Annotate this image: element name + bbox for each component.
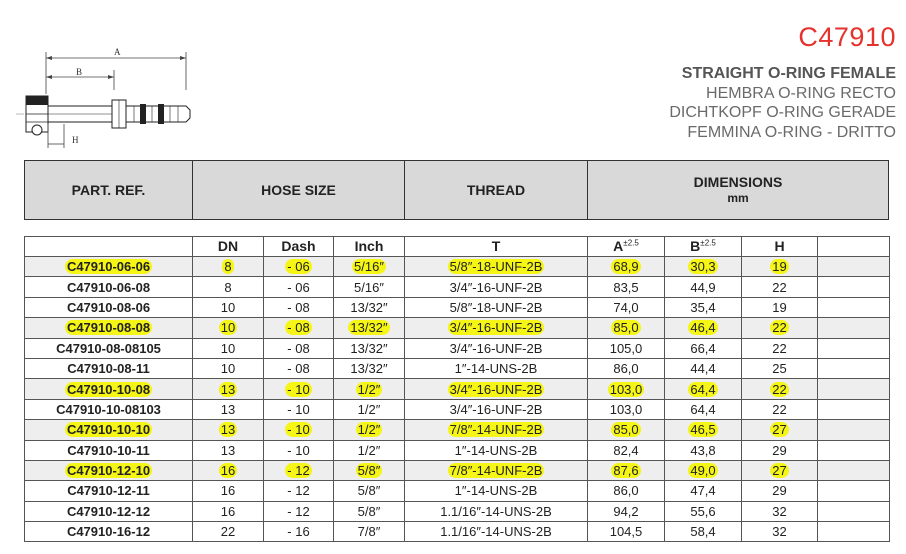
cell-a-value: 74,0: [613, 299, 639, 315]
cell-dn-value: 10: [220, 340, 236, 356]
cell-extra: [818, 318, 890, 338]
cell-extra: [818, 420, 890, 440]
cell-inch-value: 1/2″: [357, 442, 381, 458]
cell-thread-value: 7/8″-14-UNF-2B: [449, 422, 543, 438]
cell-h-value: 22: [772, 279, 787, 295]
cell-dn: [193, 460, 264, 480]
dim-a-label: A: [114, 47, 121, 57]
parts-table-body: [25, 237, 890, 542]
cell-h: [742, 297, 818, 317]
cell-h: [742, 257, 818, 277]
cell-dash-value: - 10: [287, 442, 310, 458]
cell-dash: [264, 481, 334, 501]
cell-b-value: 66,4: [690, 340, 716, 356]
cell-ref-value: C47910-12-10: [66, 463, 151, 479]
cell-b-value: 35,4: [690, 299, 716, 315]
cell-ref-value: C47910-06-06: [66, 259, 151, 275]
table-row: [25, 501, 890, 521]
cell-inch: [334, 358, 405, 378]
cell-a-value: 105,0: [609, 340, 643, 356]
cell-ref: [25, 379, 193, 399]
cell-b: [665, 460, 742, 480]
cell-ref: [25, 420, 193, 440]
cell-thread: [405, 318, 588, 338]
cell-thread-value: 5/8″-18-UNF-2B: [449, 259, 543, 275]
hose-size-header: HOSE SIZE: [193, 161, 405, 219]
dimensions-label: DIMENSIONS: [693, 174, 783, 190]
cell-a: [588, 379, 665, 399]
col-part-ref: [25, 237, 193, 257]
cell-h: [742, 420, 818, 440]
cell-extra: [818, 338, 890, 358]
cell-ref: [25, 399, 193, 419]
cell-a-value: 86,0: [613, 483, 639, 499]
description-it: FEMMINA O-RING - DRITTO: [687, 123, 896, 141]
cell-inch: [334, 522, 405, 542]
cell-thread-value: 1″-14-UNS-2B: [454, 361, 538, 377]
cell-extra: [818, 481, 890, 501]
col-dn: DN: [193, 237, 264, 257]
cell-dn-value: 22: [220, 524, 236, 540]
cell-a: [588, 481, 665, 501]
cell-dn-value: 13: [220, 422, 236, 438]
cell-h-value: 29: [772, 483, 787, 499]
cell-dash: [264, 338, 334, 358]
cell-a-value: 83,5: [613, 279, 639, 295]
cell-h: [742, 481, 818, 501]
cell-inch: [334, 277, 405, 297]
cell-inch-value: 5/8″: [357, 463, 381, 479]
col-dash: Dash: [264, 237, 334, 257]
cell-dn-value: 8: [224, 259, 232, 275]
cell-thread: [405, 379, 588, 399]
cell-b: [665, 338, 742, 358]
cell-ref-value: C47910-08-06: [66, 299, 151, 315]
cell-inch-value: 13/32″: [350, 340, 388, 356]
cell-dn-value: 8: [224, 279, 232, 295]
table-row: [25, 522, 890, 542]
table-row: [25, 277, 890, 297]
cell-a: [588, 318, 665, 338]
dim-h-label: H: [72, 135, 79, 145]
cell-extra: [818, 277, 890, 297]
cell-h: [742, 522, 818, 542]
table-header-band: [24, 160, 889, 220]
cell-dash-value: - 12: [287, 483, 310, 499]
cell-thread-value: 1″-14-UNS-2B: [454, 442, 538, 458]
cell-inch: [334, 501, 405, 521]
cell-extra: [818, 501, 890, 521]
cell-dash-value: - 16: [287, 524, 310, 540]
cell-dn: [193, 338, 264, 358]
cell-dn: [193, 399, 264, 419]
cell-h-value: 25: [772, 361, 787, 377]
cell-a-value: 85,0: [613, 320, 639, 336]
cell-dash-value: - 12: [287, 503, 310, 519]
cell-thread-value: 1.1/16″-14-UNS-2B: [440, 503, 552, 519]
cell-dn-value: 10: [220, 361, 236, 377]
cell-h-value: 19: [772, 259, 787, 275]
cell-b: [665, 420, 742, 440]
col-b-label: B: [690, 238, 701, 254]
cell-a-value: 94,2: [613, 503, 639, 519]
cell-dn-value: 13: [220, 442, 236, 458]
cell-inch: [334, 318, 405, 338]
cell-thread-value: 1″-14-UNS-2B: [454, 483, 538, 499]
cell-dash: [264, 379, 334, 399]
cell-thread: [405, 481, 588, 501]
col-a-label: A: [613, 238, 624, 254]
cell-ref-value: C47910-12-11: [67, 483, 150, 499]
cell-inch-value: 1/2″: [357, 381, 381, 397]
cell-dn-value: 10: [220, 320, 236, 336]
cell-b: [665, 297, 742, 317]
cell-dn: [193, 501, 264, 521]
col-b-tolerance: ±2.5: [700, 238, 716, 248]
cell-h: [742, 501, 818, 521]
table-row: [25, 379, 890, 399]
cell-b-value: 44,9: [690, 279, 716, 295]
cell-b-value: 30,3: [690, 259, 716, 275]
cell-dash-value: - 10: [287, 422, 310, 438]
cell-extra: [818, 358, 890, 378]
cell-b: [665, 379, 742, 399]
cell-ref-value: C47910-08-08: [66, 320, 151, 336]
cell-extra: [818, 379, 890, 399]
cell-extra: [818, 460, 890, 480]
cell-inch-value: 5/16″: [354, 259, 384, 275]
cell-inch: [334, 379, 405, 399]
cell-h-value: 32: [772, 503, 787, 519]
cell-dash: [264, 501, 334, 521]
cell-dn-value: 13: [220, 401, 236, 417]
cell-ref-value: C47910-16-12: [66, 524, 151, 540]
dimensions-unit: mm: [727, 191, 749, 205]
cell-dn: [193, 440, 264, 460]
cell-b: [665, 481, 742, 501]
cell-inch: [334, 460, 405, 480]
cell-thread-value: 3/4″-16-UNF-2B: [449, 340, 543, 356]
table-row: [25, 460, 890, 480]
cell-a: [588, 501, 665, 521]
cell-ref: [25, 460, 193, 480]
col-extra: [818, 237, 890, 257]
cell-ref-value: C47910-10-11: [67, 442, 150, 458]
cell-inch: [334, 257, 405, 277]
cell-h-value: 27: [772, 422, 787, 438]
description-en: STRAIGHT O-RING FEMALE: [681, 65, 896, 82]
cell-inch-value: 5/8″: [357, 503, 381, 519]
cell-dash: [264, 297, 334, 317]
cell-dn: [193, 257, 264, 277]
cell-b-value: 46,4: [690, 320, 716, 336]
cell-dn: [193, 277, 264, 297]
cell-a-value: 103,0: [609, 401, 643, 417]
cell-dash-value: - 08: [287, 320, 310, 336]
cell-a-value: 85,0: [613, 422, 639, 438]
cell-h-value: 22: [772, 381, 787, 397]
col-a: [588, 237, 665, 257]
cell-h: [742, 399, 818, 419]
cell-a: [588, 257, 665, 277]
cell-b: [665, 257, 742, 277]
cell-thread-value: 1.1/16″-14-UNS-2B: [440, 524, 552, 540]
table-row: [25, 399, 890, 419]
cell-dash: [264, 358, 334, 378]
table-row: [25, 420, 890, 440]
cell-a: [588, 522, 665, 542]
col-t: T: [405, 237, 588, 257]
description-es: HEMBRA O-RING RECTO: [706, 84, 896, 102]
cell-extra: [818, 297, 890, 317]
cell-inch-value: 7/8″: [357, 524, 381, 540]
cell-dash: [264, 440, 334, 460]
cell-h: [742, 440, 818, 460]
cell-ref: [25, 481, 193, 501]
cell-ref: [25, 522, 193, 542]
cell-extra: [818, 399, 890, 419]
col-b: [665, 237, 742, 257]
cell-h: [742, 318, 818, 338]
dim-b-label: B: [76, 67, 83, 77]
cell-thread-value: 3/4″-16-UNF-2B: [449, 320, 543, 336]
cell-b-value: 47,4: [690, 483, 716, 499]
cell-a: [588, 338, 665, 358]
cell-thread-value: 3/4″-16-UNF-2B: [449, 401, 543, 417]
cell-ref-value: C47910-08-11: [67, 361, 150, 377]
table-row: [25, 481, 890, 501]
cell-dash-value: - 08: [287, 340, 310, 356]
dimensions-header: [588, 161, 888, 219]
cell-a: [588, 460, 665, 480]
cell-dn: [193, 420, 264, 440]
cell-ref: [25, 318, 193, 338]
cell-h-value: 22: [772, 401, 787, 417]
cell-dn-value: 16: [220, 503, 236, 519]
cell-a: [588, 440, 665, 460]
table-row: [25, 358, 890, 378]
part-ref-header: PART. REF.: [25, 161, 193, 219]
cell-b: [665, 522, 742, 542]
cell-thread: [405, 358, 588, 378]
cell-inch-value: 5/8″: [357, 483, 381, 499]
table-row: [25, 257, 890, 277]
cell-dash: [264, 399, 334, 419]
table-row: [25, 440, 890, 460]
cell-dn: [193, 522, 264, 542]
cell-ref: [25, 501, 193, 521]
cell-thread: [405, 501, 588, 521]
cell-a-value: 104,5: [609, 524, 643, 540]
table-row: [25, 297, 890, 317]
cell-b-value: 64,4: [690, 401, 716, 417]
cell-h: [742, 277, 818, 297]
cell-dash: [264, 460, 334, 480]
col-a-tolerance: ±2.5: [623, 238, 639, 248]
cell-inch-value: 13/32″: [350, 320, 388, 336]
cell-dn: [193, 481, 264, 501]
cell-thread-value: 5/8″-18-UNF-2B: [449, 299, 543, 315]
cell-dash-value: - 10: [287, 401, 310, 417]
column-header-row: [25, 237, 890, 257]
cell-h: [742, 358, 818, 378]
cell-b-value: 46,5: [690, 422, 716, 438]
cell-b: [665, 277, 742, 297]
cell-dash: [264, 277, 334, 297]
cell-dn: [193, 379, 264, 399]
cell-dn: [193, 297, 264, 317]
cell-thread: [405, 460, 588, 480]
cell-inch: [334, 481, 405, 501]
cell-thread: [405, 257, 588, 277]
cell-ref: [25, 338, 193, 358]
cell-extra: [818, 522, 890, 542]
cell-dash-value: - 08: [287, 361, 310, 377]
cell-inch-value: 13/32″: [350, 361, 388, 377]
cell-b: [665, 501, 742, 521]
cell-a-value: 82,4: [613, 442, 639, 458]
cell-dash-value: - 12: [287, 463, 310, 479]
cell-a-value: 68,9: [613, 259, 639, 275]
cell-h-value: 22: [772, 340, 787, 356]
cell-a: [588, 358, 665, 378]
cell-a-value: 87,6: [613, 463, 639, 479]
cell-ref: [25, 358, 193, 378]
thread-header: THREAD: [405, 161, 588, 219]
cell-b: [665, 358, 742, 378]
cell-inch-value: 13/32″: [350, 299, 388, 315]
cell-dn-value: 10: [220, 299, 236, 315]
cell-b-value: 58,4: [690, 524, 716, 540]
cell-inch: [334, 440, 405, 460]
cell-inch: [334, 338, 405, 358]
cell-ref: [25, 440, 193, 460]
cell-ref-value: C47910-06-08: [66, 279, 151, 295]
cell-thread: [405, 338, 588, 358]
cell-thread: [405, 522, 588, 542]
cell-a: [588, 277, 665, 297]
cell-b-value: 49,0: [690, 463, 716, 479]
cell-dash: [264, 420, 334, 440]
cell-dash-value: - 10: [287, 381, 310, 397]
cell-ref-value: C47910-10-08103: [56, 401, 161, 417]
cell-b-value: 43,8: [690, 442, 716, 458]
product-descriptions: [669, 64, 896, 142]
cell-dn: [193, 358, 264, 378]
cell-h-value: 22: [772, 320, 787, 336]
cell-a-value: 86,0: [613, 361, 639, 377]
cell-b-value: 55,6: [690, 503, 716, 519]
cell-dn: [193, 318, 264, 338]
cell-ref: [25, 297, 193, 317]
cell-thread-value: 7/8″-14-UNF-2B: [449, 463, 543, 479]
cell-h: [742, 338, 818, 358]
cell-h-value: 19: [772, 299, 787, 315]
table-row: [25, 318, 890, 338]
cell-h-value: 27: [772, 463, 787, 479]
col-h: H: [742, 237, 818, 257]
cell-thread-value: 3/4″-16-UNF-2B: [449, 381, 543, 397]
cell-h-value: 29: [772, 442, 787, 458]
cell-ref-value: C47910-10-10: [66, 422, 151, 438]
fitting-drawing-svg: [14, 44, 194, 152]
cell-inch-value: 1/2″: [357, 401, 381, 417]
cell-inch: [334, 297, 405, 317]
cell-a: [588, 420, 665, 440]
cell-inch-value: 1/2″: [357, 422, 381, 438]
cell-thread: [405, 297, 588, 317]
cell-thread: [405, 277, 588, 297]
cell-dash: [264, 257, 334, 277]
cell-ref-value: C47910-10-08: [66, 381, 151, 397]
cell-ref-value: C47910-12-12: [66, 503, 151, 519]
cell-inch: [334, 420, 405, 440]
cell-dash-value: - 06: [287, 279, 310, 295]
cell-extra: [818, 257, 890, 277]
cell-h-value: 32: [772, 524, 787, 540]
cell-b-value: 44,4: [690, 361, 716, 377]
cell-inch: [334, 399, 405, 419]
cell-thread: [405, 420, 588, 440]
cell-dn-value: 13: [220, 381, 236, 397]
cell-b-value: 64,4: [690, 381, 716, 397]
cell-dash-value: - 08: [287, 299, 310, 315]
cell-b: [665, 318, 742, 338]
cell-dn-value: 16: [220, 463, 236, 479]
cell-thread: [405, 399, 588, 419]
col-inch: Inch: [334, 237, 405, 257]
cell-b: [665, 440, 742, 460]
cell-ref: [25, 257, 193, 277]
cell-a-value: 103,0: [609, 381, 643, 397]
cell-a: [588, 399, 665, 419]
cell-dash-value: - 06: [287, 259, 310, 275]
cell-dn-value: 16: [220, 483, 236, 499]
product-code: C47910: [798, 22, 896, 52]
table-row: [25, 338, 890, 358]
cell-thread: [405, 440, 588, 460]
cell-dash: [264, 522, 334, 542]
description-de: DICHTKOPF O-RING GERADE: [669, 104, 896, 121]
cell-inch-value: 5/16″: [354, 279, 384, 295]
cell-h: [742, 379, 818, 399]
parts-table: [24, 236, 890, 542]
cell-b: [665, 399, 742, 419]
fitting-drawing: [14, 44, 194, 152]
cell-h: [742, 460, 818, 480]
cell-thread-value: 3/4″-16-UNF-2B: [449, 279, 543, 295]
cell-extra: [818, 440, 890, 460]
cell-ref: [25, 277, 193, 297]
cell-ref-value: C47910-08-08105: [56, 340, 161, 356]
cell-a: [588, 297, 665, 317]
cell-dash: [264, 318, 334, 338]
